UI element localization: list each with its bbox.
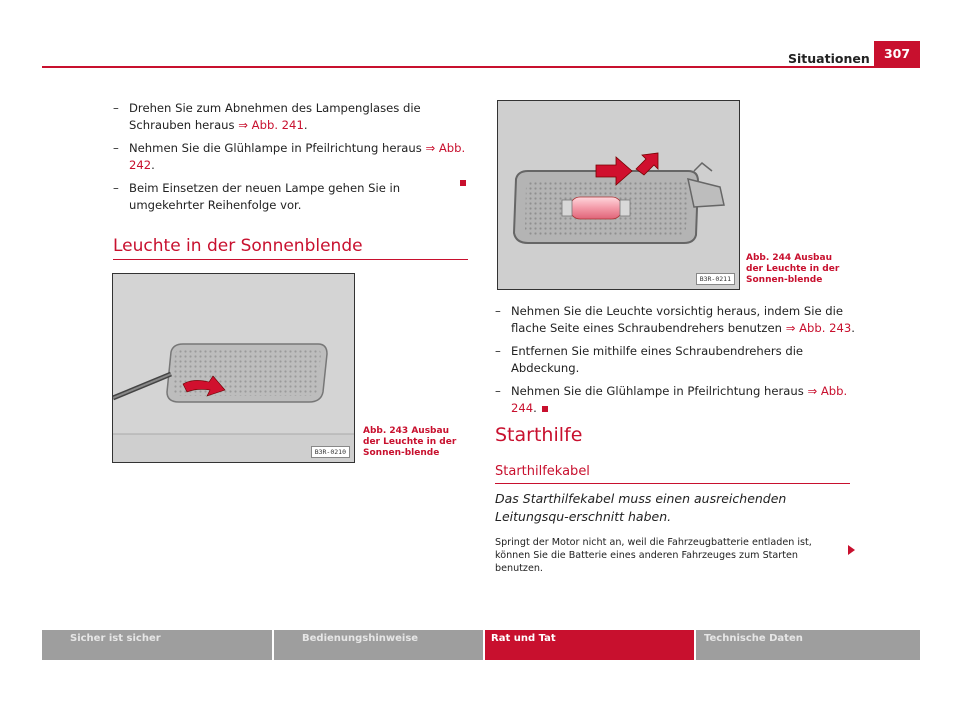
step-item: – Entfernen Sie mithilfe eines Schraubendrehers die Abdeckung. [495, 344, 804, 375]
section-title: Situationen [788, 51, 870, 66]
tab-bedienungshinweise[interactable]: Bedienungshinweise [274, 630, 483, 660]
right-steps [495, 303, 855, 417]
figure-link[interactable]: ⇒ Abb. 242 [129, 141, 466, 172]
left-steps [113, 100, 468, 214]
figure-code: B3R-0210 [311, 446, 350, 458]
intro-text: Das Starthilfekabel muss einen ausreichenden Leitungsqu-erschnitt haben. [495, 491, 787, 524]
figure-link[interactable]: ⇒ Abb. 243 [785, 321, 852, 335]
figure-link[interactable]: ⇒ Abb. 241 [238, 118, 304, 132]
step-item: – Drehen Sie zum Abnehmen des Lampenglases die Schrauben heraus ⇒ Abb. 241. [113, 101, 421, 132]
figure-caption: Abb. 244 Ausbau der Leuchte in der Sonnen-blende [746, 253, 840, 285]
figure-243 [112, 273, 355, 463]
figure-link[interactable]: ⇒ Abb. 244 [511, 384, 848, 415]
chapter-heading: Starthilfe [495, 424, 583, 446]
end-mark-icon [460, 180, 466, 186]
heading-rule [113, 259, 468, 260]
header-rule [42, 66, 920, 68]
step-item: – Nehmen Sie die Glühlampe in Pfeilrichtung heraus ⇒ Abb. 244. [495, 384, 848, 415]
figure-code: B3R-0211 [696, 273, 735, 285]
step-item: – Beim Einsetzen der neuen Lampe gehen Sie in umgekehrter Reihenfolge vor. [113, 181, 401, 212]
subheading: Starthilfekabel [495, 464, 590, 479]
step-item: – Nehmen Sie die Glühlampe in Pfeilrichtung heraus ⇒ Abb. 242. [113, 141, 466, 172]
section-heading: Leuchte in der Sonnenblende [113, 236, 363, 256]
figure-caption: Abb. 243 Ausbau der Leuchte in der Sonnen-blende [363, 426, 457, 458]
figure-244 [497, 100, 740, 290]
footer-nav [42, 630, 920, 660]
subheading-rule [495, 483, 850, 484]
tab-technische-daten[interactable]: Technische Daten [696, 630, 920, 660]
continue-arrow-icon [848, 545, 855, 555]
end-mark-icon [542, 406, 548, 412]
tab-rat-und-tat[interactable]: Rat und Tat [485, 630, 694, 660]
sun-visor-lamp-illustration [113, 274, 354, 462]
tab-sicher-ist-sicher[interactable]: Sicher ist sicher [42, 630, 272, 660]
step-item: – Nehmen Sie die Leuchte vorsichtig heraus, indem Sie die flache Seite eines Schraubendrehers benutzen ⇒ Abb. 243. [495, 304, 855, 335]
body-text: Springt der Motor nicht an, weil die Fahrzeugbatterie entladen ist, können Sie die Batterie eines anderen Fahrzeuges zum Starten benutzen. [495, 537, 812, 574]
page-number: 307 [874, 41, 920, 67]
bulb-removal-illustration [498, 101, 739, 289]
